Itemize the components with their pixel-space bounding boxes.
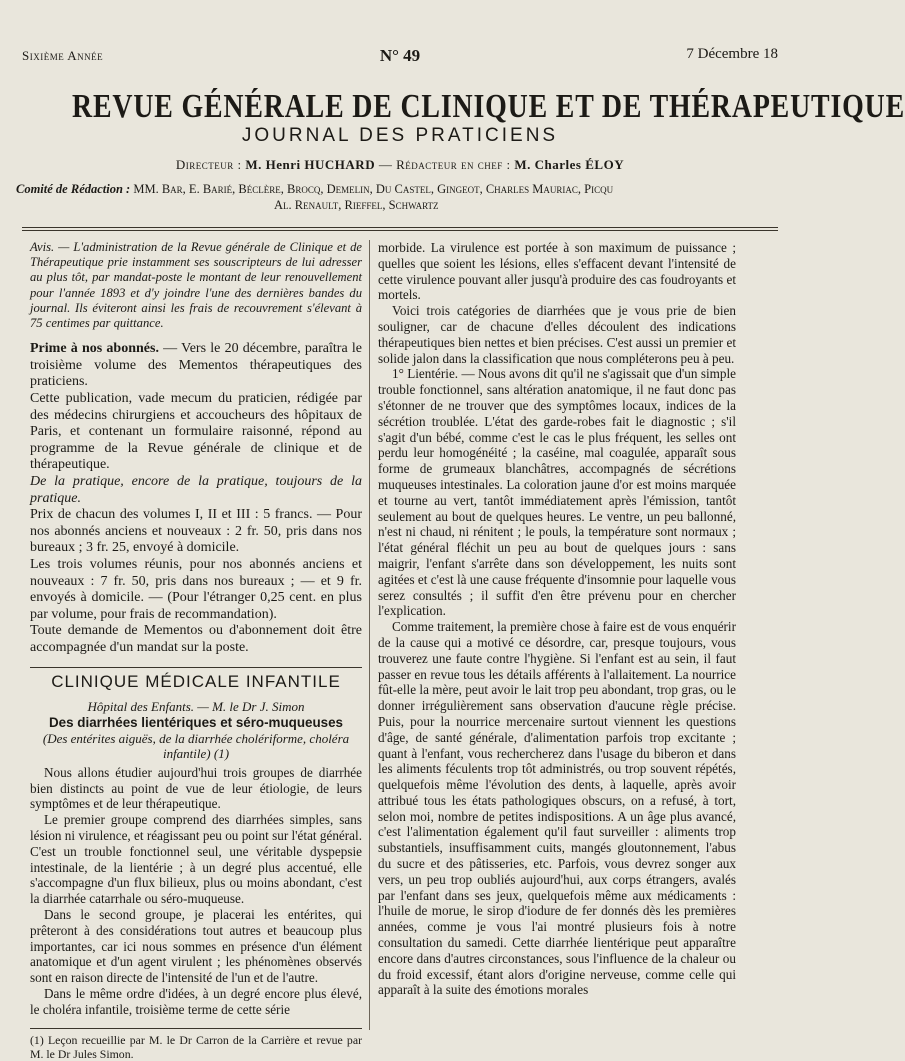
footnote (30, 1028, 362, 1061)
premium-bundle: Les trois volumes réunis, pour nos abonnés anciens et nouveaux : 7 fr. 50, pris dans nos bureaux ; — et 9 fr. envoyés à domicile. — (Pour l'étranger 0,25 cent. en plus par volume, pour frais de recommandation). (30, 556, 362, 622)
premium-motto: De la pratique, encore de la pratique, toujours de la pratique. (30, 473, 362, 506)
article-paragraph: Comme traitement, la première chose à faire est de vous enquérir de la cause qui a motivé ce désordre, car, presque toujours, vous trouverez une faute contre l'hygiène. Si l'enfant est au sein, il faut passer en revue tous les détails afférents à l'allaitement. La nourrice fût-elle la mère, peut avoir le lait trop peu abondant, trop gras, ou le donner irrégulièrement sans observation d'aucune règle précise. Puis, pour la nourrice mercenaire surtout viennent les questions d'âge, de santé générale, d'alimentation parfois trop excitante ; quant à l'enfant, vous rechercherez dans l'usage du biberon et dans les aliments féculents trop tôt administrés, ou trop souvent répétés, quelquefois même l'évolution des dents, à laquelle, après avoir attribué tous les états pathologiques obscurs, on a refusé, à tort, selon moi, nombre de petites indispositions. A un âge plus avancé, c'est l'alimentation également qu'il faut surveiller : aliments trop substantiels, insuffisamment cuits, mangés gloutonnement, l'abus du sucre et des pâtisseries, etc. Parfois, vous devrez songer aux vers, un peu trop oubliés aujourd'hui, aux corps étrangers, avalés par l'enfant dans ses jeux, quelquefois même aux médicaments : l'huile de morue, le sirop d'iodure de fer donnés dès les premières années, comme je vous l'ai montré plusieurs fois à notre consultation du samedi. Cette diarrhée lientérique peut apparaître encore dans d'autres circonstances, sous l'influence de la chaleur ou du froid excessif, étant alors d'origine nerveuse, comme celle qui apparaît à la suite des émotions morales (378, 619, 736, 998)
committee-members-1: MM. Bar, E. Barié, Béclère, Brocq, Demelin, Du Castel, Gingeot, Charles Mauriac, Picqu (133, 182, 614, 196)
column-separator (369, 240, 370, 1030)
premium-intro (30, 341, 362, 391)
article-subtitle: (Des entérites aiguës, de la diarrhée cholériforme, choléra infantile) (1) (42, 730, 350, 761)
article-title: Des diarrhées lientériques et séro-muqueuses (49, 715, 343, 731)
director-label: Directeur : (175, 157, 242, 172)
right-column (378, 240, 736, 998)
hospital-line: Hôpital des Enfants. — M. le Dr J. Simon (87, 699, 305, 715)
subscription-notice (30, 240, 362, 331)
journal-subtitle: JOURNAL DES PRATICIENS (241, 125, 559, 146)
editor-name: M. Charles ÉLOY (514, 157, 625, 172)
premium-rest: — Vers le 20 décembre, paraîtra le troisième volume des Mementos thérapeutiques des praticiens. (30, 341, 362, 390)
issue-date: 7 Décembre 18 (686, 46, 778, 62)
article-paragraph: Voici trois catégories de diarrhées que je vous prie de bien souligner, car de chacune d'elles découlent des indications thérapeutiques bien nettes et bien précises. C'est aussi un premier et solide jalon dans la classification que nous compléterons peu à peu. (378, 303, 736, 366)
staff-separator: — (378, 157, 393, 172)
editor-label: Rédacteur en chef : (396, 157, 511, 172)
header-rule (22, 227, 778, 228)
issue-header (22, 46, 778, 68)
article-paragraph: Dans le second groupe, je placerai les entérites, qui prêteront à des considérations tout autres et beaucoup plus importantes, car ici nous sommes en présence d'un élément anatomique et d'un agent virulent ; les phénomènes observés sont en raison directe de l'intensité de l'un et de l'autre. (30, 907, 362, 986)
volume-year: Sixième Année (22, 48, 104, 63)
editorial-committee (16, 181, 784, 213)
left-column (30, 240, 362, 1061)
premium-lead: Prime à nos abonnés. (30, 341, 159, 357)
section-title: CLINIQUE MÉDICALE INFANTILE (30, 667, 362, 690)
premium-notice (30, 341, 362, 656)
header-rule-2 (22, 230, 778, 231)
article-paragraph: 1° Lientérie. — Nous avons dit qu'il ne s'agissait que d'un simple trouble fonctionnel, sans altération anatomique, il ne faut donc pas s'étonner de ne trouver que des symptômes locaux, indices de la sécrétion troublée. L'état des garde-robes fait le diagnostic ; s'il s'agit d'un bébé, comme c'est le cas le plus fréquent, les selles ont perdu leur homogénéité ; la caséine, mal coagulée, apparaît sous forme de grumeaux blanchâtres, accompagnés de sécrétions muqueuses intestinales. La coloration jaune d'or est moins marquée et tourne au vert, tantôt immédiatement après l'émission, tantôt seulement au bout de quelques heures. Le ventre, un peu ballonné, n'est ni chaud, ni rénitent ; le pouls, la température sont normaux ; l'état général fléchit un peu au bout de quelques jours : sans maigrir, l'enfant s'arrête dans son développement, les nuits sont agitées et c'est là une cause fréquente d'insomnie pour laquelle vous serez consultés ; il suffit d'en être prévenu pour en chercher l'explication. (378, 366, 736, 619)
premium-paragraph: Cette publication, vade mecum du praticien, rédigée par des médecins chirurgiens et accoucheurs des hôpitaux de Paris, et contenant un formulaire raisonné, répond au programme de la Revue générale de clinique et de thérapeutique. (30, 391, 362, 473)
premium-prices: Prix de chacun des volumes I, II et III : 5 francs. — Pour nos abonnés anciens et nouveaux : 2 fr. 50, pris dans nos bureaux ; 3 fr. 25, envoyé à domicile. (30, 507, 362, 556)
article-paragraph: Nous allons étudier aujourd'hui trois groupes de diarrhée bien distincts au point de vue de leur étiologie, de leurs symptômes et de leur thérapeutique. (30, 764, 362, 812)
article-paragraph: Le premier groupe comprend des diarrhées simples, sans lésion ni virulence, et réagissant peu ou point sur l'état général. C'est un trouble fonctionnel seul, une véritable dyspepsie intestinale, de la lientérie ; à un degré plus accentué, elle s'accompagne d'un flux bilieux, plus ou moins abondant, c'est la diarrhée catarrhale ou séro-muqueuse. (30, 812, 362, 907)
staff-line (0, 157, 800, 173)
issue-number: N° 49 (379, 46, 421, 65)
footnote-text: (1) Leçon recueillie par M. le Dr Carron de la Carrière et revue par M. le Dr Jules Simon. (30, 1032, 362, 1061)
committee-members-2: Al. Renault, Rieffel, Schwartz (274, 198, 439, 212)
committee-label: Comité de Rédaction : (16, 182, 131, 196)
notice-text: Avis. — L'administration de la Revue générale de Clinique et de Thérapeutique prie instamment ses souscripteurs de lui adresser au plus tôt, par mandat-poste le montant de leur renouvellement pour l'année 1893 et d'y joindre l'une des dernières bandes du journal. Ils éviteront ainsi les frais de recouvrement s'élevant à 75 centimes par quittance. (30, 240, 362, 331)
director-name: M. Henri HUCHARD (245, 157, 376, 172)
premium-order: Toute demande de Mementos ou d'abonnement doit être accompagnée d'un mandat sur la poste. (30, 623, 362, 655)
article-paragraph: morbide. La virulence est portée à son maximum de puissance ; quelles que soient les lésions, elles s'effacent devant l'intensité de cette virulence pouvant aller jusqu'à produire des cas foudroyants et mortels. (378, 240, 736, 303)
journal-title: REVUE GÉNÉRALE DE CLINIQUE ET DE THÉRAPEUTIQUE (72, 88, 905, 125)
article-paragraph: Dans le même ordre d'idées, à un degré encore plus élevé, le choléra infantile, troisième terme de cette série (30, 986, 362, 1017)
